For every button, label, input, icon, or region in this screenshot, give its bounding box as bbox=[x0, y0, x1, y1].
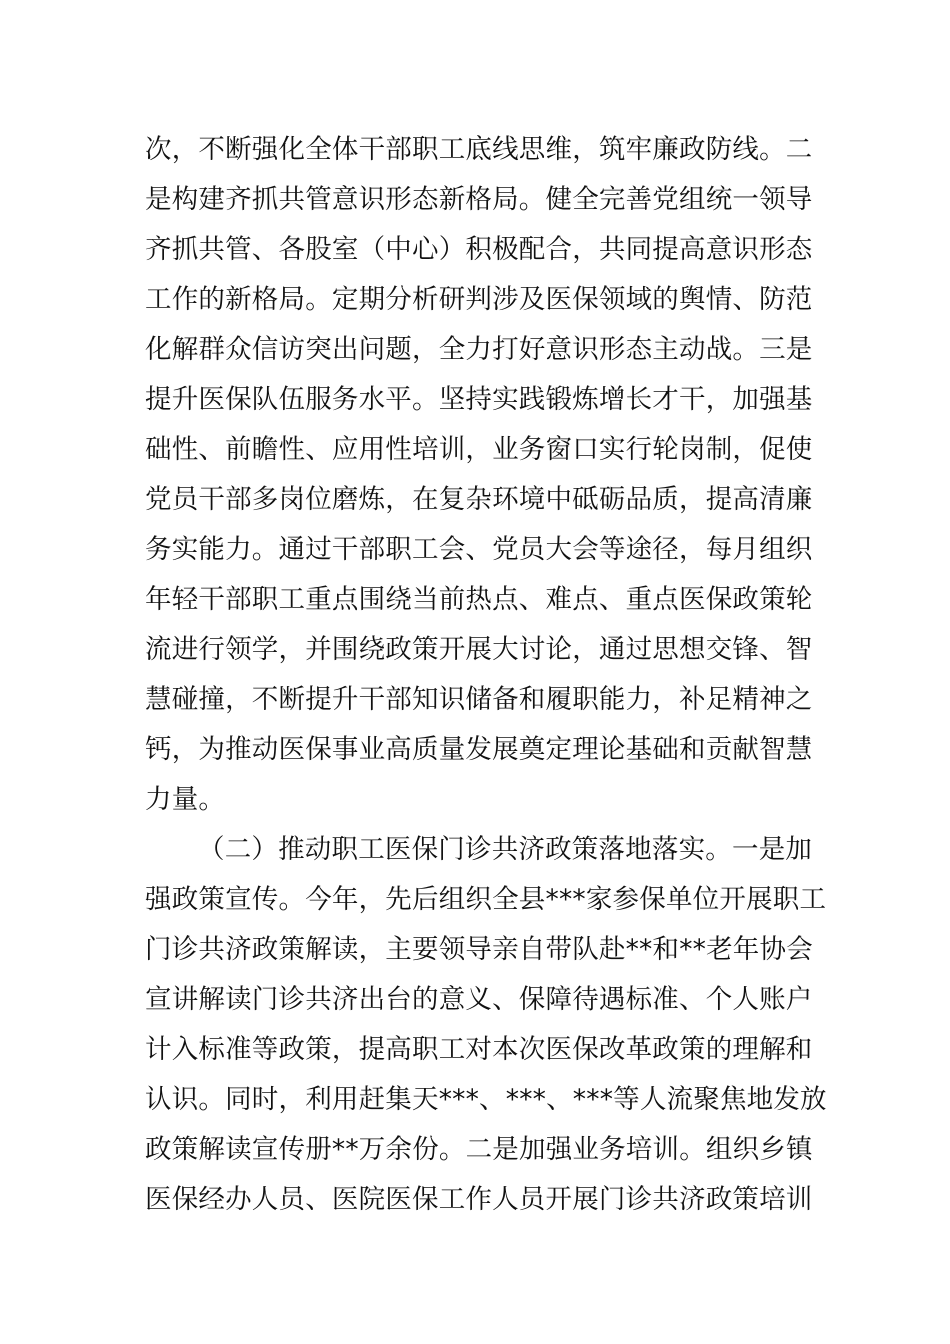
text-line: 强政策宣传。今年，先后组织全县***家参保单位开展职工 bbox=[145, 884, 827, 915]
text-line: 次，不断强化全体干部职工底线思维，筑牢廉政防线。二 bbox=[145, 134, 813, 165]
text-line: 医保经办人员、医院医保工作人员开展门诊共济政策培训 bbox=[145, 1184, 813, 1215]
text-line: 年轻干部职工重点围绕当前热点、难点、重点医保政策轮 bbox=[145, 584, 813, 615]
text-line: 提升医保队伍服务水平。坚持实践锻炼增长才干，加强基 bbox=[145, 384, 813, 415]
text-line: 务实能力。通过干部职工会、党员大会等途径，每月组织 bbox=[145, 534, 813, 565]
text-line: 是构建齐抓共管意识形态新格局。健全完善党组统一领导 bbox=[145, 184, 813, 215]
text-line: 础性、前瞻性、应用性培训，业务窗口实行轮岗制，促使 bbox=[145, 434, 813, 465]
section-heading-line: （二）推动职工医保门诊共济政策落地落实。一是加 bbox=[198, 834, 813, 865]
text-line: 齐抓共管、各股室（中心）积极配合，共同提高意识形态 bbox=[145, 234, 813, 265]
text-line: 政策解读宣传册**万余份。二是加强业务培训。组织乡镇 bbox=[145, 1134, 813, 1165]
text-line: 门诊共济政策解读，主要领导亲自带队赴**和**老年协会 bbox=[145, 934, 813, 965]
text-line: 慧碰撞，不断提升干部知识储备和履职能力，补足精神之 bbox=[145, 684, 813, 715]
text-line: 工作的新格局。定期分析研判涉及医保领域的舆情、防范 bbox=[145, 284, 813, 315]
text-line: 认识。同时，利用赶集天***、***、***等人流聚焦地发放 bbox=[145, 1084, 827, 1115]
text-line: 流进行领学，并围绕政策开展大讨论，通过思想交锋、智 bbox=[145, 634, 813, 665]
text-line: 钙，为推动医保事业高质量发展奠定理论基础和贡献智慧 bbox=[145, 734, 813, 765]
text-line: 宣讲解读门诊共济出台的意义、保障待遇标准、个人账户 bbox=[145, 984, 813, 1015]
text-line: 力量。 bbox=[145, 784, 226, 815]
text-line: 计入标准等政策，提高职工对本次医保改革政策的理解和 bbox=[145, 1034, 813, 1065]
text-line: 化解群众信访突出问题，全力打好意识形态主动战。三是 bbox=[145, 334, 813, 365]
text-line: 党员干部多岗位磨炼，在复杂环境中砥砺品质，提高清廉 bbox=[145, 484, 813, 515]
